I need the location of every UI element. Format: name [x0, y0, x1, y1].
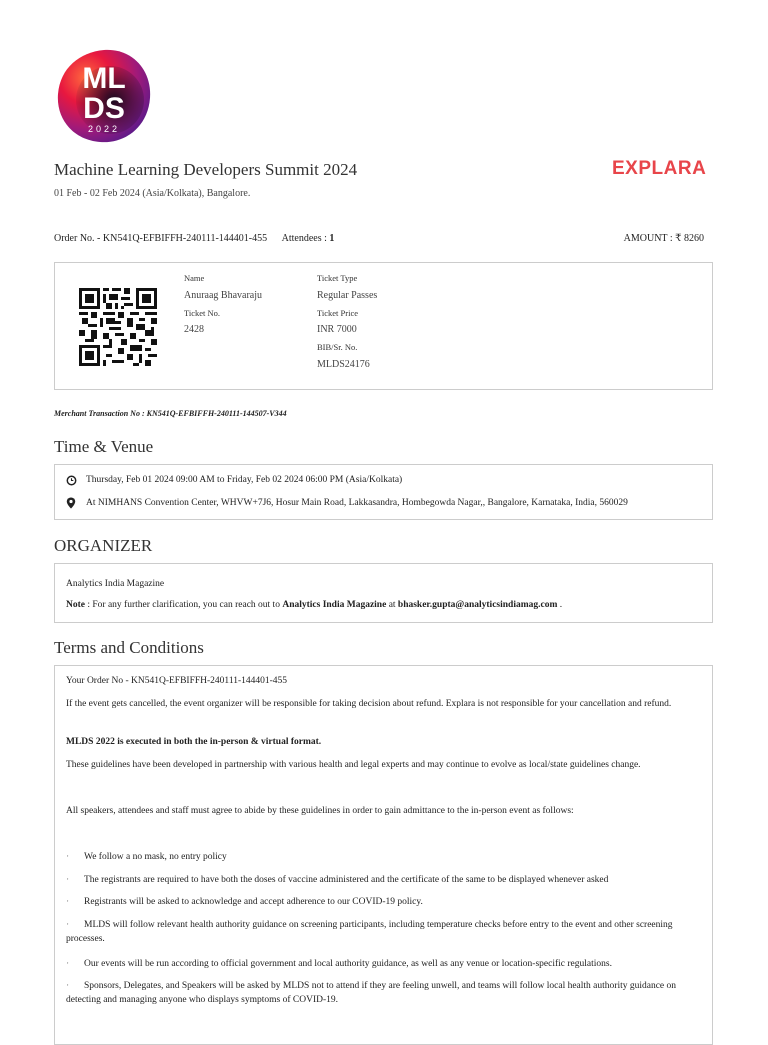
- organizer-note: [66, 600, 562, 610]
- list-item: · MLDS will follow relevant health authority guidance on screening participants, including temperature checks before entry to the event and other screening processes.: [66, 920, 673, 944]
- bullet-text: Registrants will be asked to acknowledge and accept adherence to our COVID-19 policy.: [84, 897, 423, 907]
- list-item: · The registrants are required to have both the doses of vaccine administered and the certificate of the same to be displayed whenever asked: [66, 875, 609, 885]
- order-amount: AMOUNT : ₹ 8260: [623, 233, 704, 244]
- list-item: · Sponsors, Delegates, and Speakers will be asked by MLDS not to attend if they are feeling unwell, and teams will follow local health authority guidance on detecting and managing anyone who displays symptoms of COVID-19.: [66, 981, 677, 1005]
- mlds-logo: [54, 46, 154, 146]
- logo-line2: DS: [83, 92, 125, 125]
- attendees-value: 1: [329, 233, 335, 244]
- terms-abide: All speakers, attendees and staff must agree to abide by these guidelines in order to gain admittance to the in-person event as follows:: [66, 806, 574, 816]
- order-number: Order No. - KN541Q-EFBIFFH-240111-144401-455: [54, 233, 268, 244]
- organizer-box: [54, 563, 713, 623]
- terms-box: [54, 665, 713, 1045]
- location-pin-icon: [65, 497, 77, 509]
- organizer-name: Analytics India Magazine: [66, 579, 165, 589]
- name-label: Name: [184, 273, 205, 283]
- event-time: Thursday, Feb 01 2024 09:00 AM to Friday, Feb 02 2024 06:00 PM (Asia/Kolkata): [86, 475, 403, 485]
- bullet-text: Our events will be run according to official government and local authority guidance, as well as any venue or location-specific regulations.: [84, 959, 612, 969]
- order-row: [54, 233, 704, 244]
- ticket-type-label: Ticket Type: [317, 273, 358, 283]
- note-at: at: [386, 600, 398, 610]
- list-item: · We follow a no mask, no entry policy: [66, 852, 227, 862]
- logo-line1: ML: [82, 62, 126, 95]
- bullet-text: We follow a no mask, no entry policy: [84, 852, 227, 862]
- terms-format: [66, 735, 702, 749]
- bib-label: BIB/Sr. No.: [317, 342, 358, 352]
- name-value: Anuraag Bhavaraju: [184, 290, 263, 301]
- organizer-email[interactable]: bhasker.gupta@analyticsindiamag.com: [397, 600, 558, 610]
- ticket-type-value: Regular Passes: [317, 290, 378, 301]
- ticket-no-value: 2428: [184, 324, 204, 335]
- time-venue-box: [54, 464, 713, 520]
- terms-format-text: MLDS 2022 is executed in both the in-person & virtual format.: [66, 737, 322, 747]
- explara-logo: [612, 158, 706, 180]
- ticket-price-label: Ticket Price: [317, 308, 359, 318]
- clock-icon: [65, 474, 77, 486]
- attendees-count: [282, 233, 335, 244]
- terms-heading: Terms and Conditions: [54, 638, 204, 657]
- bullet-text: The registrants are required to have both the doses of vaccine administered and the certificate of the same to be displayed whenever asked: [84, 875, 609, 885]
- terms-guidelines: These guidelines have been developed in partnership with various health and legal experts and may continue to evolve as local/state guidelines change.: [66, 760, 641, 770]
- time-venue-heading: Time & Venue: [54, 437, 154, 456]
- terms-order-line: Your Order No - KN541Q-EFBIFFH-240111-144401-455: [66, 676, 288, 686]
- time-line: [65, 474, 402, 486]
- merchant-transaction: Merchant Transaction No : KN541Q-EFBIFFH-240111-144507-V344: [54, 409, 287, 418]
- ticket-no-label: Ticket No.: [184, 308, 221, 318]
- bullet-text: Sponsors, Delegates, and Speakers will be asked by MLDS not to attend if they are feeling unwell, and teams will follow local health authority guidance on detecting and managing anyone who displays symptoms of COVID-19.: [66, 981, 677, 1005]
- logo-year: 2022: [87, 124, 121, 134]
- ticket-card: [54, 262, 713, 390]
- note-text: : For any further clarification, you can reach out to: [85, 600, 283, 610]
- venue-line: [65, 497, 628, 509]
- explara-wordmark: EXPLARA: [612, 158, 707, 179]
- list-item: · Our events will be run according to official government and local authority guidance, as well as any venue or location-specific regulations.: [66, 959, 612, 969]
- event-venue: At NIMHANS Convention Center, WHVW+7J6, Hosur Main Road, Lakkasandra, Hombegowda Nagar,, Bangalore, Karnataka, India, 560029: [86, 498, 628, 508]
- bullet-text: MLDS will follow relevant health authority guidance on screening participants, including temperature checks before entry to the event and other screening processes.: [66, 920, 673, 944]
- bib-value: MLDS24176: [317, 359, 370, 370]
- event-dates: 01 Feb - 02 Feb 2024 (Asia/Kolkata), Bangalore.: [54, 188, 251, 199]
- note-organizer: Analytics India Magazine: [282, 600, 387, 610]
- note-label: Note: [66, 600, 85, 610]
- list-item: · Registrants will be asked to acknowledge and accept adherence to our COVID-19 policy.: [66, 897, 423, 907]
- attendees-label: Attendees :: [281, 233, 330, 244]
- ticket-price-value: INR 7000: [317, 324, 357, 335]
- terms-refund: If the event gets cancelled, the event organizer will be responsible for taking decision about refund. Explara is not responsible for your cancellation and refund.: [66, 699, 672, 709]
- note-end: .: [557, 600, 563, 610]
- qr-code: [79, 288, 157, 366]
- organizer-heading: ORGANIZER: [54, 536, 153, 555]
- event-title: Machine Learning Developers Summit 2024: [54, 160, 358, 179]
